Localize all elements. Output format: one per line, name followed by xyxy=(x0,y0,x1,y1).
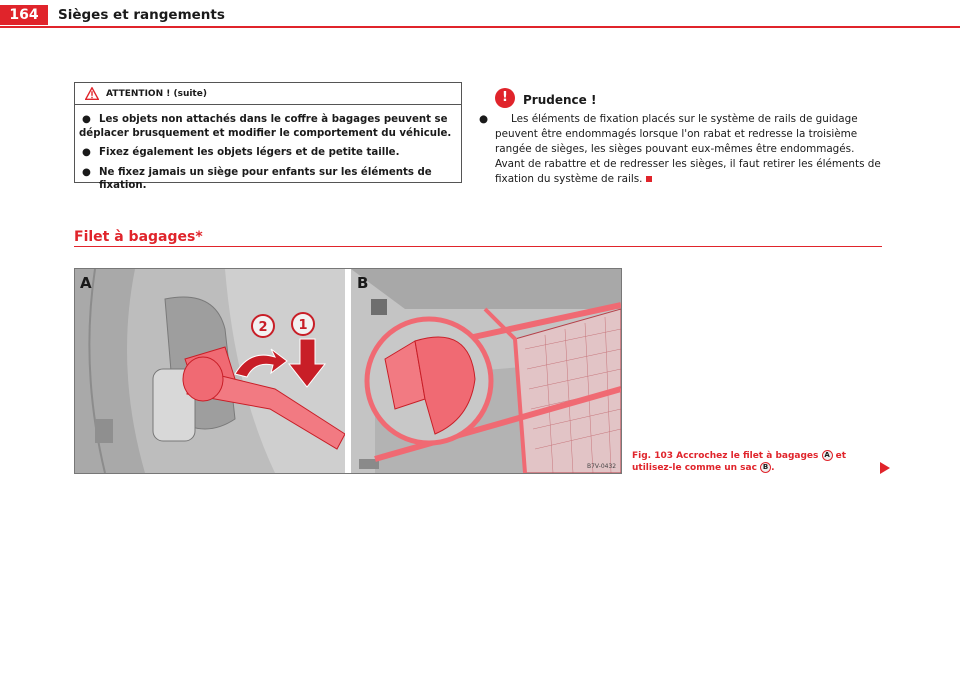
figure-code: B7V-0432 xyxy=(587,463,617,470)
figure-caption xyxy=(632,450,882,474)
bullet-icon: ● xyxy=(82,166,91,178)
step-1-label: 1 xyxy=(298,318,308,333)
caption-middle: et utilisez-le comme un sac xyxy=(632,451,847,473)
bullet-icon: ● xyxy=(82,114,91,125)
caution-paragraph xyxy=(479,112,885,187)
section-rule xyxy=(74,246,882,247)
warning-list xyxy=(75,105,461,193)
warning-header xyxy=(75,83,461,105)
warning-item xyxy=(79,113,455,140)
header-rule xyxy=(0,26,960,28)
caution-note xyxy=(479,84,885,187)
warning-item-text: Fixez également les objets légers et de petite taille. xyxy=(99,147,400,158)
chapter-title: Sièges et rangements xyxy=(58,7,225,23)
ref-a-badge: A xyxy=(822,450,833,461)
luggage-net-illustration xyxy=(75,269,621,473)
next-page-arrow-icon[interactable] xyxy=(880,462,890,474)
bullet-icon: ● xyxy=(82,147,91,158)
caution-title: Prudence ! xyxy=(523,93,597,107)
figure-illustration xyxy=(74,268,622,474)
warning-triangle-icon xyxy=(85,87,99,100)
caution-header xyxy=(495,84,885,108)
bullet-icon: ● xyxy=(479,113,489,125)
exclamation-icon: ! xyxy=(495,88,515,108)
page-header xyxy=(0,0,960,29)
caption-end: . xyxy=(771,463,775,473)
warning-item-text: Ne fixez jamais un siège pour enfants sur les éléments de fixation. xyxy=(99,166,432,191)
page-number: 164 xyxy=(0,5,48,25)
panel-a-label: A xyxy=(80,274,92,292)
warning-box xyxy=(74,82,462,191)
section-title: Filet à bagages* xyxy=(74,229,203,245)
ref-b-badge: B xyxy=(760,462,771,473)
panel-b-label: B xyxy=(357,274,369,292)
warning-title: ATTENTION ! (suite) xyxy=(106,88,207,99)
warning-item-text: Les objets non attachés dans le coffre à bagages peuvent se déplacer brusquement et modifier le comportement du véhicule. xyxy=(79,114,452,139)
caution-text: Les éléments de fixation placés sur le système de rails de guidage peuvent être endommagés lorsque l'on rabat et redresse la troisième rangée de sièges, les sièges pouvant eux-mêmes être endommagés. Avant de rabattre et de redresser les sièges, il faut retirer les éléments de fixation du système de rails. xyxy=(495,113,881,185)
warning-item xyxy=(79,166,455,193)
step-2-label: 2 xyxy=(258,320,268,335)
caption-prefix: Fig. 103 Accrochez le filet à bagages xyxy=(632,451,819,461)
warning-item xyxy=(79,146,455,160)
end-of-section-icon xyxy=(646,176,652,182)
